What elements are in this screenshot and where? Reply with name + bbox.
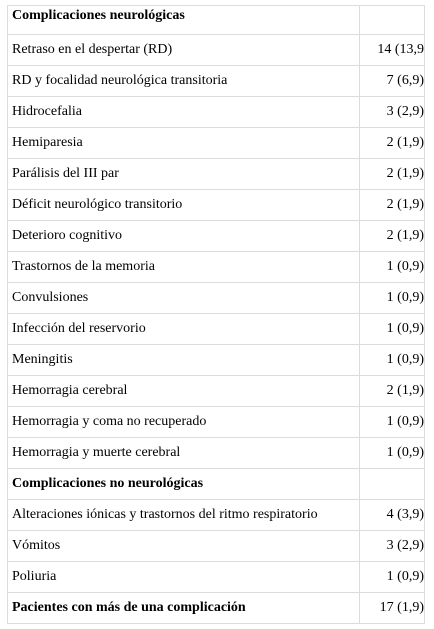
row-label: Hemorragia y muerte cerebral bbox=[8, 438, 360, 469]
row-value: 1 (0,9) bbox=[360, 283, 425, 314]
row-label: Trastornos de la memoria bbox=[8, 252, 360, 283]
row-value: 2 (1,9) bbox=[360, 128, 425, 159]
row-label: Hemiparesia bbox=[8, 128, 360, 159]
table-row bbox=[8, 35, 425, 66]
row-label: Hemorragia cerebral bbox=[8, 376, 360, 407]
table-row bbox=[8, 283, 425, 314]
row-label: Pacientes con más de una complicación bbox=[8, 593, 360, 624]
row-value: 2 (1,9) bbox=[360, 221, 425, 252]
section-header-row bbox=[8, 6, 425, 35]
row-label: Parálisis del III par bbox=[8, 159, 360, 190]
table-row bbox=[8, 407, 425, 438]
row-label: Convulsiones bbox=[8, 283, 360, 314]
total-row bbox=[8, 593, 425, 624]
table-row bbox=[8, 438, 425, 469]
row-value: 3 (2,9) bbox=[360, 531, 425, 562]
table-row bbox=[8, 66, 425, 97]
table-row bbox=[8, 97, 425, 128]
table-row bbox=[8, 128, 425, 159]
row-value: 1 (0,9) bbox=[360, 407, 425, 438]
row-value: 1 (0,9) bbox=[360, 345, 425, 376]
table-row bbox=[8, 500, 425, 531]
row-label: Retraso en el despertar (RD) bbox=[8, 35, 360, 66]
row-label: Meningitis bbox=[8, 345, 360, 376]
table-row bbox=[8, 314, 425, 345]
section-header-label: Complicaciones neurológicas bbox=[8, 6, 360, 35]
table-row bbox=[8, 345, 425, 376]
row-value: 1 (0,9) bbox=[360, 438, 425, 469]
section-header-row bbox=[8, 469, 425, 500]
row-value: 2 (1,9) bbox=[360, 190, 425, 221]
table-row bbox=[8, 190, 425, 221]
row-label: RD y focalidad neurológica transitoria bbox=[8, 66, 360, 97]
row-value: 1 (0,9) bbox=[360, 314, 425, 345]
table-row bbox=[8, 376, 425, 407]
table-row bbox=[8, 252, 425, 283]
row-label: Hidrocefalia bbox=[8, 97, 360, 128]
row-label: Vómitos bbox=[8, 531, 360, 562]
row-label: Hemorragia y coma no recuperado bbox=[8, 407, 360, 438]
table-row bbox=[8, 531, 425, 562]
complications-table-body bbox=[8, 6, 425, 624]
row-value: 2 (1,9) bbox=[360, 159, 425, 190]
row-value: 1 (0,9) bbox=[360, 252, 425, 283]
row-value bbox=[360, 6, 425, 35]
row-value: 2 (1,9) bbox=[360, 376, 425, 407]
row-value: 4 (3,9) bbox=[360, 500, 425, 531]
row-label: Déficit neurológico transitorio bbox=[8, 190, 360, 221]
row-label: Infección del reservorio bbox=[8, 314, 360, 345]
row-label: Alteraciones iónicas y trastornos del ritmo respiratorio bbox=[8, 500, 360, 531]
row-label: Poliuria bbox=[8, 562, 360, 593]
row-label: Deterioro cognitivo bbox=[8, 221, 360, 252]
section-header-label: Complicaciones no neurológicas bbox=[8, 469, 360, 500]
row-value: 17 (1,9) bbox=[360, 593, 425, 624]
complications-table bbox=[7, 5, 425, 624]
row-value: 3 (2,9) bbox=[360, 97, 425, 128]
row-value: 14 (13,9 bbox=[360, 35, 425, 66]
row-value: 7 (6,9) bbox=[360, 66, 425, 97]
table-row bbox=[8, 159, 425, 190]
row-value bbox=[360, 469, 425, 500]
table-row bbox=[8, 221, 425, 252]
row-value: 1 (0,9) bbox=[360, 562, 425, 593]
table-row bbox=[8, 562, 425, 593]
